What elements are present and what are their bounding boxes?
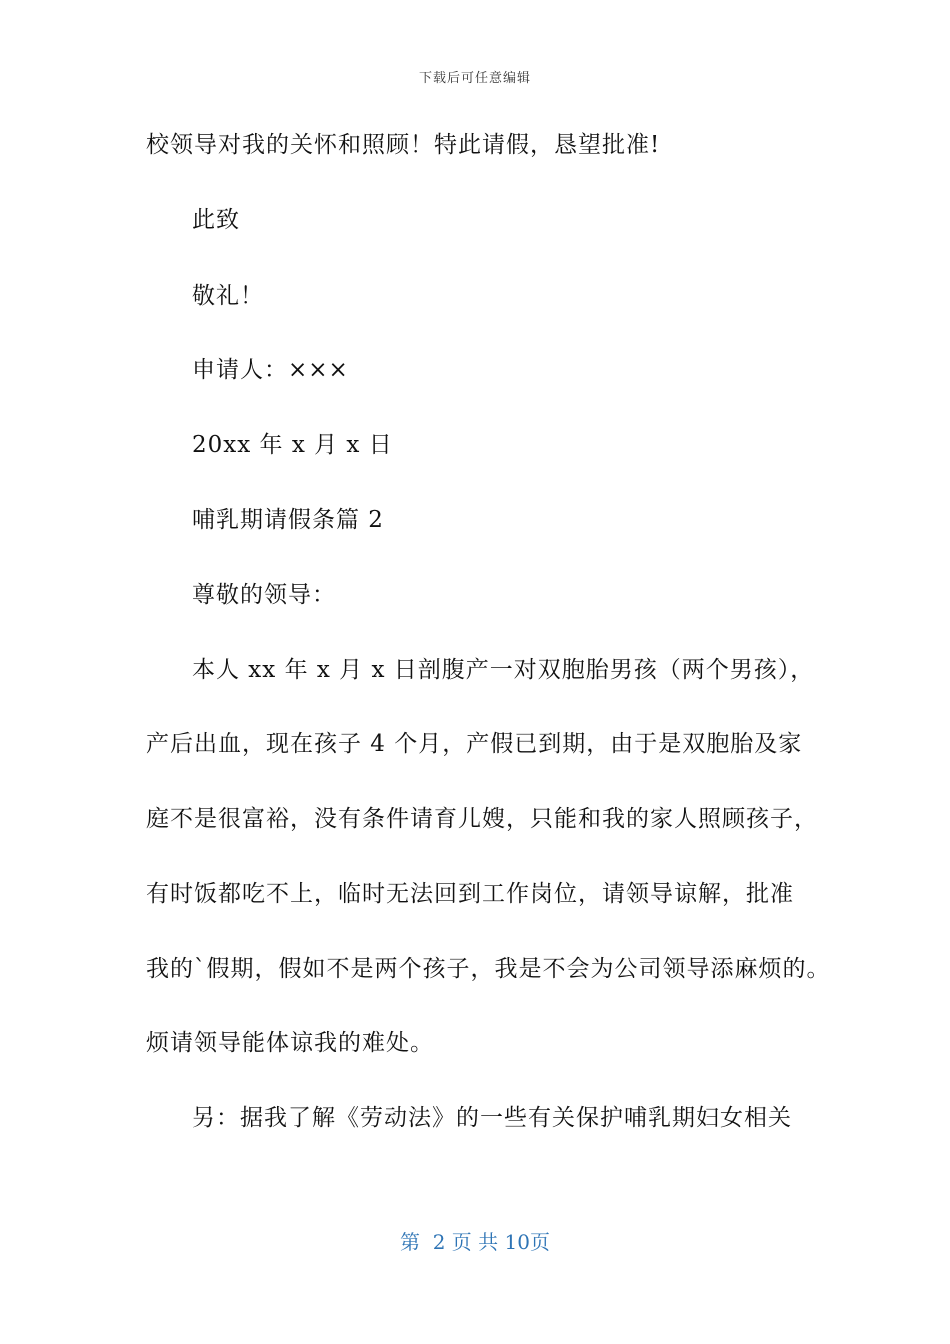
paragraph-line: 本人 xx 年 x 月 x 日剖腹产一对双胞胎男孩（两个男孩）， <box>192 657 815 683</box>
closing-line: 此致 <box>192 207 240 233</box>
paragraph-line: 校领导对我的关怀和照顾！特此请假，恳望批准! <box>146 132 661 158</box>
section-title: 哺乳期请假条篇 2 <box>192 507 384 533</box>
paragraph-line: 有时饭都吃不上，临时无法回到工作岗位，请领导谅解，批准 <box>146 881 794 907</box>
paragraph-line: 产后出血，现在孩子 4 个月，产假已到期，由于是双胞胎及家 <box>146 731 803 757</box>
paragraph-line: 庭不是很富裕，没有条件请育儿嫂，只能和我的家人照顾孩子， <box>146 806 818 832</box>
paragraph-line: 烦请领导能体谅我的难处。 <box>146 1030 434 1056</box>
applicant-line: 申请人：××× <box>192 357 349 383</box>
paragraph-line: 另：据我了解《劳动法》的一些有关保护哺乳期妇女相关 <box>192 1105 792 1131</box>
date-line: 20xx 年 x 月 x 日 <box>192 432 393 458</box>
paragraph-line: 我的`假期，假如不是两个孩子，我是不会为公司领导添麻烦的。 <box>146 956 831 982</box>
page-number-footer: 第 2 页 共 10页 <box>400 1230 550 1254</box>
greeting-line: 尊敬的领导： <box>192 582 336 608</box>
header-note: 下载后可任意编辑 <box>418 71 531 86</box>
closing-salutation: 敬礼！ <box>192 283 264 309</box>
